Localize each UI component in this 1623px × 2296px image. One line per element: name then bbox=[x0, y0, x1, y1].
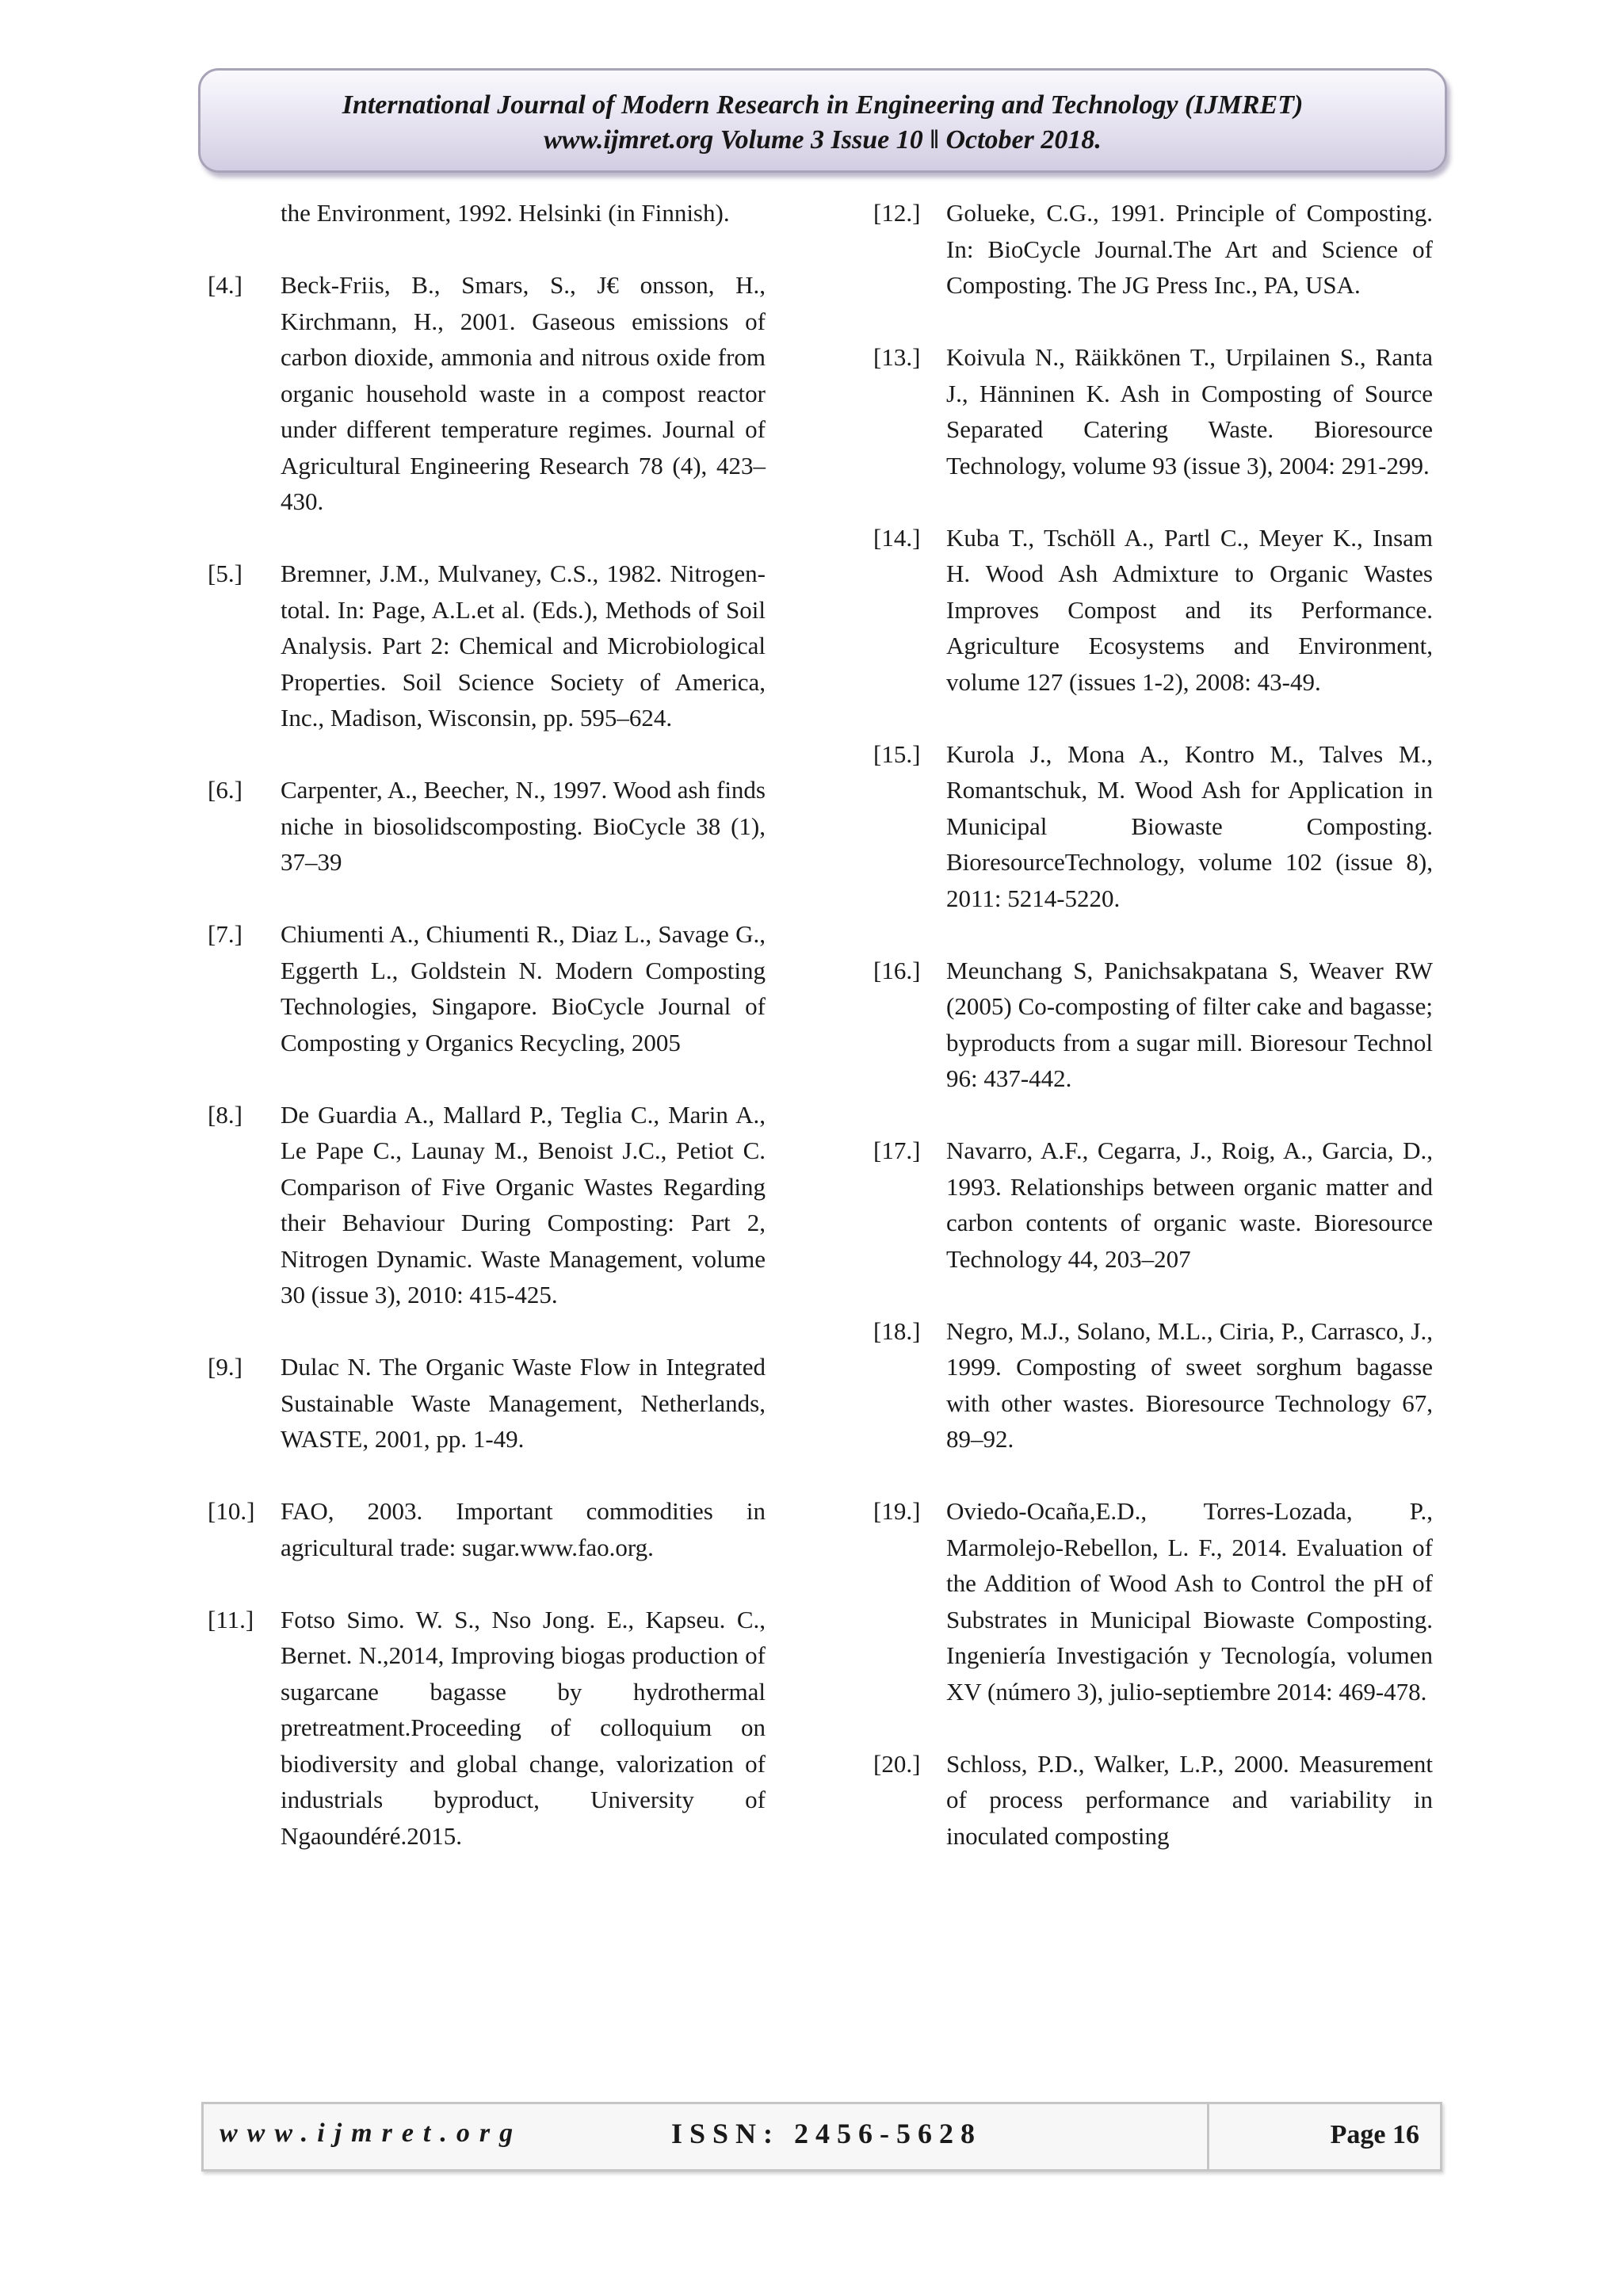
journal-title: International Journal of Modern Research in Engineering and Technology (IJMRET) bbox=[342, 90, 1304, 120]
reference-number: [12.] bbox=[873, 199, 921, 227]
reference-text: Beck-Friis, B., Smars, S., J€ onsson, H., Kirchmann, H., 2001. Gaseous emissions of carbon dioxide, ammonia and nitrous oxide from organic household waste in a compost reactor under different temperature regimes. Journal of Agricultural Engineering Research 78 (4), 423–430. bbox=[281, 271, 766, 515]
reference-item bbox=[873, 1746, 1433, 1855]
reference-number: [18.] bbox=[873, 1316, 921, 1345]
reference-text: De Guardia A., Mallard P., Teglia C., Marin A., Le Pape C., Launay M., Benoist J.C., Petiot C. Comparison of Five Organic Wastes Regarding their Behaviour During Composting: Part 2, Nitrogen Dynamic. Waste Management, volume 30 (issue 3), 2010: 415-425. bbox=[281, 1100, 766, 1308]
reference-text: Kuba T., Tschöll A., Partl C., Meyer K., Insam H. Wood Ash Admixture to Organic Wastes Improves Compost and its Performance. Agriculture Ecosystems and Environment, volume 127 (issues 1-2), 2008: 43-49. bbox=[946, 523, 1433, 696]
reference-number: [9.] bbox=[208, 1353, 242, 1381]
reference-item bbox=[873, 1133, 1433, 1277]
footer-url: www.ijmret.org bbox=[220, 2118, 523, 2148]
reference-text: Kurola J., Mona A., Kontro M., Talves M., Romantschuk, M. Wood Ash for Application in Municipal Biowaste Composting. BioresourceTechnology, volume 102 (issue 8), 2011: 5214-5220. bbox=[946, 739, 1433, 912]
reference-text: Oviedo-Ocaña,E.D., Torres-Lozada, P., Marmolejo-Rebellon, L. F., 2014. Evaluation of the Addition of Wood Ash to Control the pH of Substrates in Municipal Biowaste Composting. Ingeniería Investigación y Tecnología, volumen XV (número 3), julio-septiembre 2014: 469-478. bbox=[946, 1497, 1433, 1706]
reference-number: [17.] bbox=[873, 1137, 921, 1164]
journal-header bbox=[198, 68, 1447, 173]
reference-number: [13.] bbox=[873, 343, 921, 371]
reference-number: [5.] bbox=[208, 560, 242, 587]
reference-item bbox=[873, 339, 1433, 483]
reference-item bbox=[208, 772, 766, 881]
reference-number: [7.] bbox=[208, 920, 242, 948]
reference-text: Fotso Simo. W. S., Nso Jong. E., Kapseu. C., Bernet. N.,2014, Improving biogas production of sugarcane bagasse by hydrothermal pretreatment.Proceeding of colloquium on biodiversity and global change, valorization of industrials byproduct, University of Ngaoundéré.2015. bbox=[281, 1605, 766, 1850]
issue-line: www.ijmret.org Volume 3 Issue 10 ǁ October 2018. bbox=[544, 125, 1102, 155]
reference-number: [6.] bbox=[208, 776, 242, 804]
reference-item bbox=[873, 1313, 1433, 1457]
reference-text: Dulac N. The Organic Waste Flow in Integrated Sustainable Waste Management, Netherlands, WASTE, 2001, pp. 1-49. bbox=[281, 1353, 766, 1453]
reference-item bbox=[208, 1097, 766, 1313]
left-column bbox=[208, 195, 766, 1890]
reference-number: [8.] bbox=[208, 1100, 242, 1129]
reference-text: Schloss, P.D., Walker, L.P., 2000. Measurement of process performance and variability in inoculated composting bbox=[946, 1749, 1433, 1850]
reference-item bbox=[208, 916, 766, 1060]
page-number: Page 16 bbox=[1330, 2120, 1419, 2149]
reference-item bbox=[873, 195, 1433, 304]
reference-number: [16.] bbox=[873, 956, 921, 984]
reference-text: Negro, M.J., Solano, M.L., Ciria, P., Carrasco, J., 1999. Composting of sweet sorghum bagasse with other wastes. Bioresource Technology 67, 89–92. bbox=[946, 1316, 1433, 1453]
reference-item bbox=[873, 520, 1433, 701]
reference-text: Golueke, C.G., 1991. Principle of Composting. In: BioCycle Journal.The Art and Science of Composting. The JG Press Inc., PA, USA. bbox=[946, 199, 1433, 299]
reference-item bbox=[873, 1493, 1433, 1710]
page-footer bbox=[201, 2102, 1442, 2172]
right-column bbox=[873, 195, 1433, 1890]
reference-number: [11.] bbox=[208, 1605, 254, 1633]
reference-item bbox=[873, 953, 1433, 1097]
reference-item bbox=[208, 1493, 766, 1565]
footer-issn: ISSN: 2456-5628 bbox=[671, 2118, 983, 2149]
reference-text: Bremner, J.M., Mulvaney, C.S., 1982. Nitrogen-total. In: Page, A.L.et al. (Eds.), Methods of Soil Analysis. Part 2: Chemical and Microbiological Properties. Soil Science Society of America, Inc., Madison, Wisconsin, pp. 595–624. bbox=[281, 560, 766, 732]
reference-text: Meunchang S, Panichsakpatana S, Weaver RW (2005) Co-composting of filter cake and bagasse; byproducts from a sugar mill. Bioresour Technol 96: 437-442. bbox=[946, 956, 1433, 1092]
reference-number: [20.] bbox=[873, 1749, 921, 1778]
reference-item bbox=[208, 556, 766, 736]
reference-text: FAO, 2003. Important commodities in agricultural trade: sugar.www.fao.org. bbox=[281, 1497, 766, 1561]
reference-item bbox=[208, 1602, 766, 1855]
reference-number: [15.] bbox=[873, 739, 921, 768]
reference-text: Navarro, A.F., Cegarra, J., Roig, A., Garcia, D., 1993. Relationships between organic matter and carbon contents of organic waste. Bioresource Technology 44, 203–207 bbox=[946, 1137, 1433, 1273]
reference-text: Carpenter, A., Beecher, N., 1997. Wood ash finds niche in biosolidscomposting. BioCycle 38 (1), 37–39 bbox=[281, 776, 766, 876]
reference-continuation bbox=[208, 195, 766, 231]
reference-number: [14.] bbox=[873, 523, 921, 552]
reference-item bbox=[208, 267, 766, 520]
footer-left-panel bbox=[204, 2104, 1209, 2169]
reference-number: [4.] bbox=[208, 271, 242, 299]
reference-item bbox=[873, 736, 1433, 917]
reference-text: Koivula N., Räikkönen T., Urpilainen S., Ranta J., Hänninen K. Ash in Composting of Source Separated Catering Waste. Bioresource Technology, volume 93 (issue 3), 2004: 291-299. bbox=[946, 343, 1433, 479]
reference-number: [19.] bbox=[873, 1497, 921, 1525]
reference-text: the Environment, 1992. Helsinki (in Finnish). bbox=[281, 199, 730, 227]
reference-text: Chiumenti A., Chiumenti R., Diaz L., Savage G., Eggerth L., Goldstein N. Modern Composting Technologies, Singapore. BioCycle Journal of Composting y Organics Recycling, 2005 bbox=[281, 920, 766, 1056]
reference-item bbox=[208, 1349, 766, 1457]
reference-number: [10.] bbox=[208, 1497, 255, 1525]
